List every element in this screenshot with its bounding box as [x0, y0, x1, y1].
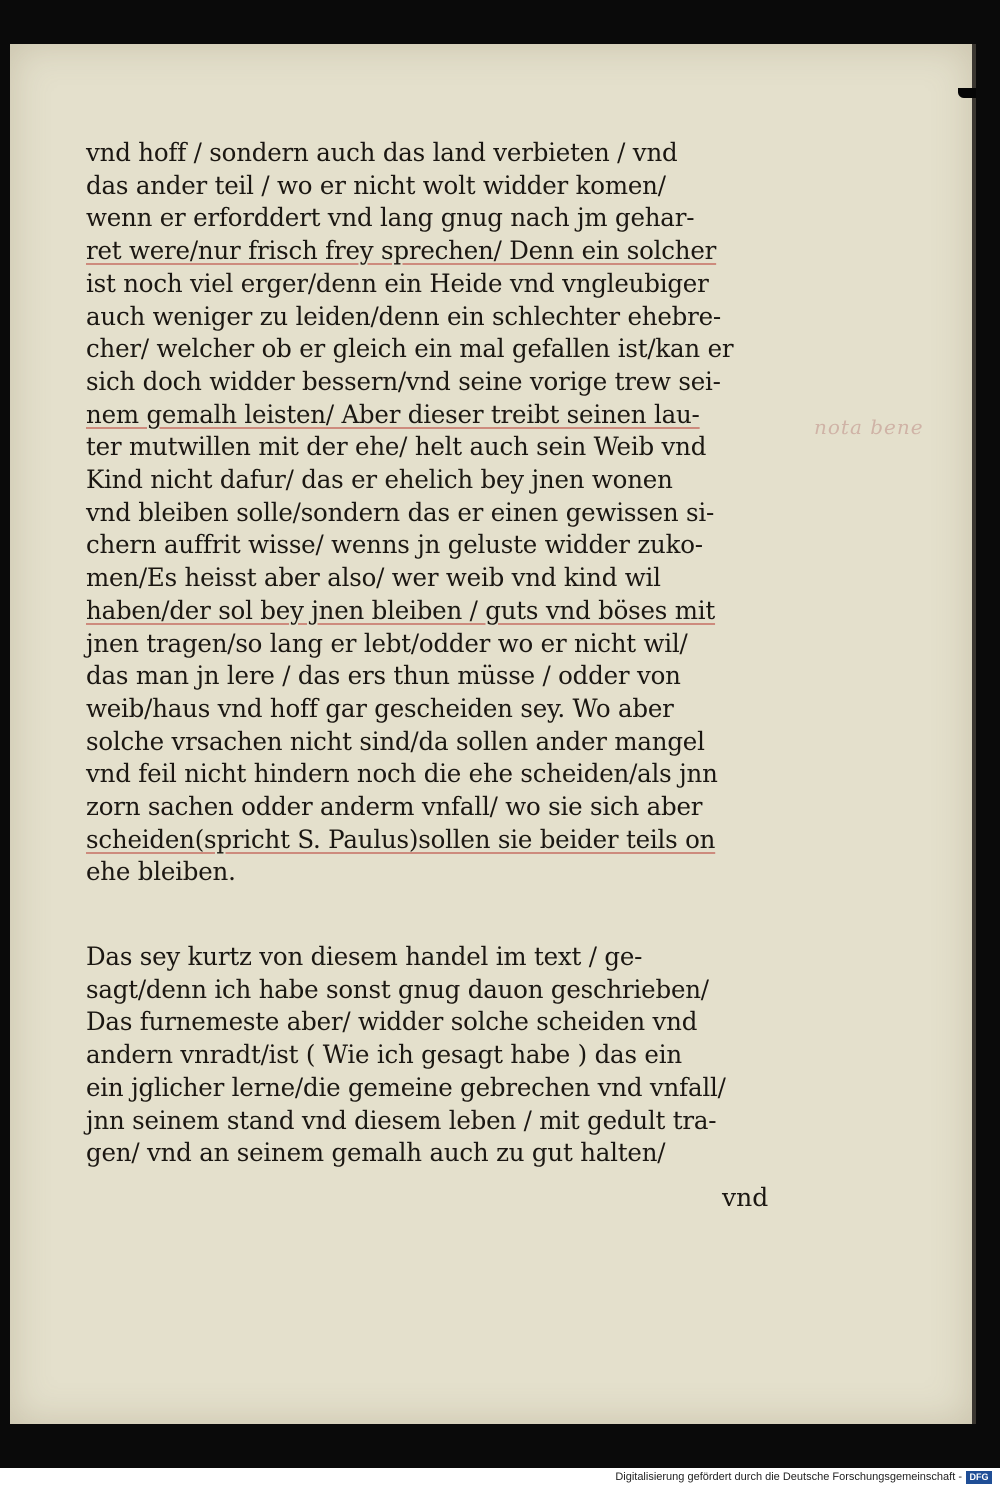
- text-line: scheiden(spricht S. Paulus)sollen sie beider teils on: [86, 824, 716, 854]
- text-line: andern vnradt/ist ( Wie ich gesagt habe ) das ein: [86, 1040, 682, 1070]
- footer-bar: [0, 1468, 1000, 1488]
- dfg-logo[interactable]: DFG: [966, 1471, 992, 1484]
- text-line: chern auffrit wisse/ wenns jn geluste widder zuko-: [86, 530, 703, 560]
- text-line: nem gemalh leisten/ Aber dieser treibt seinen lau-: [86, 399, 700, 429]
- text-line: ein jglicher lerne/die gemeine gebrechen vnd vnfall/: [86, 1072, 726, 1102]
- text-line: sich doch widder bessern/vnd seine vorige trew sei-: [86, 366, 721, 396]
- funding-credit: Digitalisierung gefördert durch die Deutsche Forschungsgemeinschaft -: [615, 1471, 962, 1483]
- text-line: Das furnemeste aber/ widder solche scheiden vnd: [86, 1007, 698, 1037]
- catchword: vnd: [722, 1183, 769, 1212]
- text-line: solche vrsachen nicht sind/da sollen ander mangel: [86, 726, 705, 756]
- page-edge-shadow: [972, 44, 976, 1424]
- text-line: gen/ vnd an seinem gemalh auch zu gut halten/: [86, 1138, 666, 1168]
- text-line: vnd hoff / sondern auch das land verbieten / vnd: [86, 138, 678, 167]
- text-line: jnen tragen/so lang er lebt/odder wo er nicht wil/: [86, 628, 688, 658]
- text-line: auch weniger zu leiden/denn ein schlechter ehebre-: [86, 301, 721, 331]
- margin-annotation: nota bene: [814, 415, 924, 439]
- text-line: vnd bleiben solle/sondern das er einen gewissen si-: [86, 497, 715, 527]
- text-block-second-paragraph: [86, 941, 806, 1170]
- text-line: cher/ welcher ob er gleich ein mal gefallen ist/kan er: [86, 334, 734, 364]
- text-line: haben/der sol bey jnen bleiben / guts vnd böses mit: [86, 595, 716, 625]
- text-block-main: [86, 137, 806, 889]
- text-line: wenn er erforddert vnd lang gnug nach jm gehar-: [86, 203, 695, 233]
- text-line: weib/haus vnd hoff gar gescheiden sey. Wo aber: [86, 693, 674, 723]
- text-line: jnn seinem stand vnd diesem leben / mit gedult tra-: [86, 1105, 717, 1135]
- text-line: sagt/denn ich habe sonst gnug dauon geschrieben/: [86, 974, 709, 1004]
- text-line: zorn sachen odder anderm vnfall/ wo sie sich aber: [86, 792, 703, 822]
- text-line: Kind nicht dafur/ das er ehelich bey jnen wonen: [86, 465, 673, 495]
- text-line: vnd feil nicht hindern noch die ehe scheiden/als jnn: [86, 759, 718, 789]
- text-line: ret were/nur frisch frey sprechen/ Denn ein solcher: [86, 236, 717, 266]
- text-line: Das sey kurtz von diesem handel im text / ge-: [86, 942, 643, 971]
- text-line: men/Es heisst aber also/ wer weib vnd kind wil: [86, 563, 661, 593]
- text-line: das man jn lere / das ers thun müsse / odder von: [86, 661, 681, 691]
- text-line: ist noch viel erger/denn ein Heide vnd vngleubiger: [86, 268, 709, 298]
- text-line: das ander teil / wo er nicht wolt widder komen/: [86, 170, 666, 200]
- text-line: ter mutwillen mit der ehe/ helt auch sein Weib vnd: [86, 432, 707, 462]
- page-corner-mark: [958, 88, 976, 98]
- text-line: ehe bleiben.: [86, 857, 236, 887]
